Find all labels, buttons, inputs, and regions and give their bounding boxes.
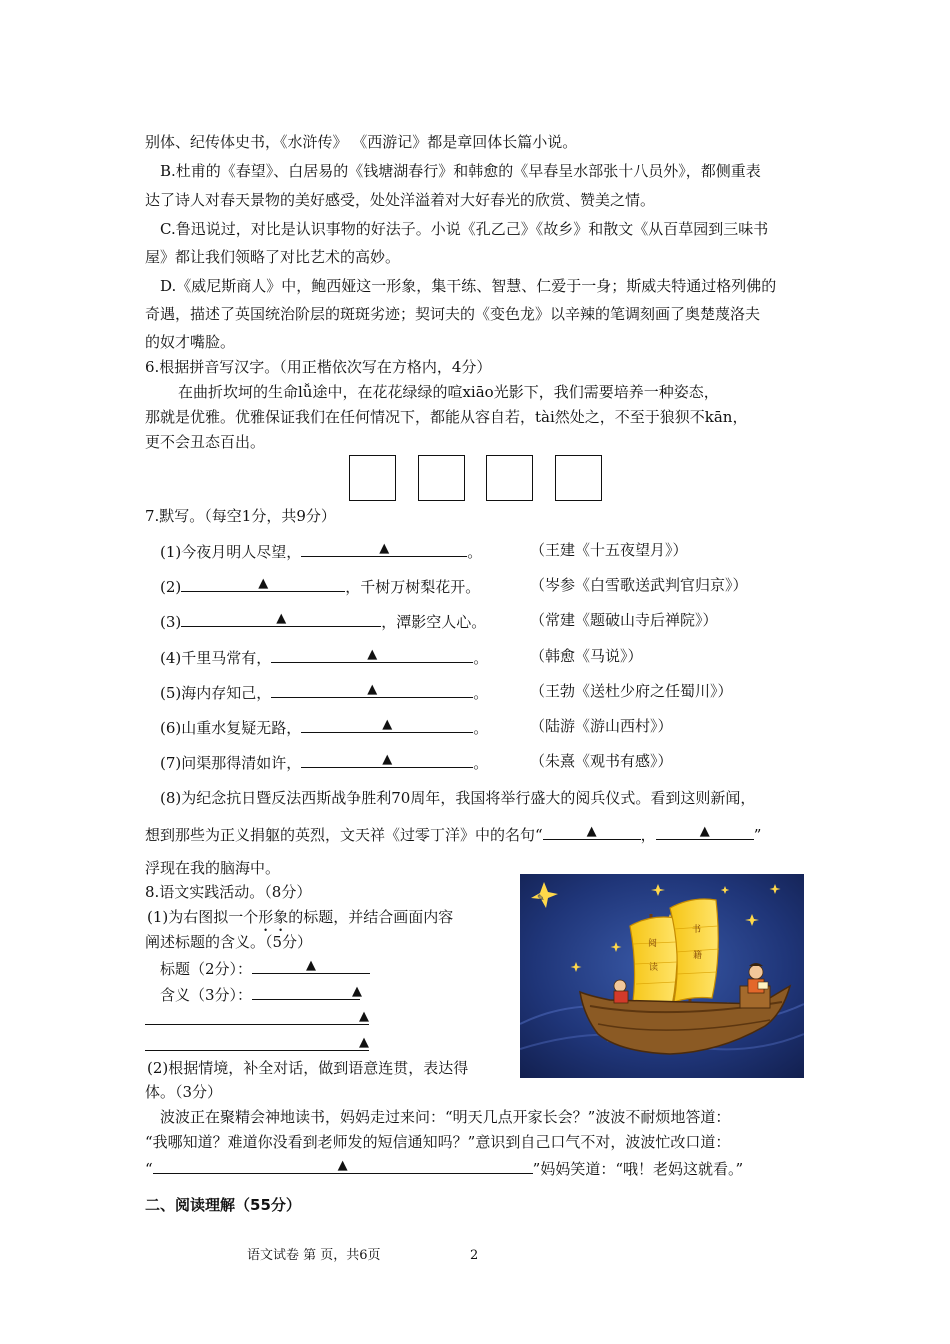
dialogue-blank[interactable]: ▲ xyxy=(153,1157,533,1174)
q7-item-5: (5)海内存知己， ▲ 。 xyxy=(160,682,489,702)
q8-meaning-line2 xyxy=(145,1008,369,1030)
sail-char: 读 xyxy=(649,963,659,973)
q7-source-7: （朱熹《观书有感》） xyxy=(530,752,673,770)
q5-option-d-line1: D.《威尼斯商人》中，鲍西娅这一形象，集干练、智慧、仁爱于一身；斯威夫特通过格列佛的 xyxy=(160,277,777,295)
q8-title-row: 标题（2分）： ▲ xyxy=(160,957,370,979)
emphasis-text: 形象 xyxy=(258,908,289,926)
title-blank[interactable]: ▲ xyxy=(252,957,370,974)
sail-char: 籍 xyxy=(693,951,703,961)
answer-box-3[interactable] xyxy=(486,455,533,501)
q8-meaning-line3 xyxy=(145,1034,369,1056)
sail-char: 阅 xyxy=(648,939,658,949)
q5-option-c-line1: C.鲁迅说过，对比是认识事物的好法子。小说《孔乙己》《故乡》和散文《从百草园到三味书 xyxy=(160,220,769,238)
q5-a-tail: 别体、纪传体史书，《水浒传》 《西游记》都是章回体长篇小说。 xyxy=(145,133,578,151)
q7-source-3: （常建《题破山寺后禅院》） xyxy=(530,611,718,629)
q7-item-3: (3) ▲ ，潭影空人心。 xyxy=(160,611,487,631)
fill-blank[interactable]: ▲ xyxy=(543,823,641,840)
q8-meaning-row: 含义（3分）： ▲ xyxy=(160,984,363,1004)
svg-text:✎: ✎ xyxy=(537,894,545,904)
fill-blank[interactable]: ▲ xyxy=(656,823,754,840)
q8-heading: 8.语文实践活动。（8分） xyxy=(145,883,312,901)
answer-box-1[interactable] xyxy=(349,455,396,501)
q7-item-8-line1: (8)为纪念抗日暨反法西斯战争胜利70周年，我国将举行盛大的阅兵仪式。看到这则新闻， xyxy=(160,789,756,807)
q5-option-d-line2: 奇遇，描述了英国统治阶层的斑斑劣迹；契诃夫的《变色龙》以辛辣的笔调刻画了奥楚蔑洛夫 xyxy=(145,305,761,323)
q7-item-8-line3: 浮现在我的脑海中。 xyxy=(145,859,281,877)
q6-passage-line3: 更不会丑态百出。 xyxy=(145,433,266,451)
q7-heading: 7.默写。（每空1分，共9分） xyxy=(145,507,336,525)
q7-item-4: (4)千里马常有， ▲ 。 xyxy=(160,647,489,667)
q7-source-6: （陆游《游山西村》） xyxy=(530,717,673,735)
fill-blank[interactable]: ▲ xyxy=(301,716,473,733)
answer-box-2[interactable] xyxy=(418,455,465,501)
q8-sub1-line2: 阐述标题的含义。（5分） xyxy=(145,933,313,951)
q8-sub2-line1: (2)根据情境，补全对话，做到语意连贯，表达得 xyxy=(147,1059,469,1077)
sail-char: 书 xyxy=(692,925,702,935)
q8-dialogue-line1: 波波正在聚精会神地读书，妈妈走过来问：“明天几点开家长会？”波波不耐烦地答道： xyxy=(160,1108,731,1126)
footer-text: 语文试卷 第 页，共6页 xyxy=(247,1248,381,1263)
q6-passage-line1: 在曲折坎坷的生命lǚ途中，在花花绿绿的喧xiāo光影下，我们需要培养一种姿态， xyxy=(178,383,719,401)
fill-blank[interactable]: ▲ xyxy=(181,610,381,627)
fill-blank[interactable]: ▲ xyxy=(181,575,345,592)
q7-item-7: (7)问渠那得清如许， ▲ 。 xyxy=(160,752,489,772)
q7-item-8-line2: 想到那些为正义捐躯的英烈，文天祥《过零丁洋》中的名句“ ▲ ， ▲ ” xyxy=(145,824,762,844)
reading-boat-illustration xyxy=(520,874,804,1078)
q5-option-d-line3: 的奴才嘴脸。 xyxy=(145,333,236,351)
fill-blank[interactable]: ▲ xyxy=(271,681,473,698)
answer-box-4[interactable] xyxy=(555,455,602,501)
fill-blank[interactable]: ▲ xyxy=(301,540,467,557)
meaning-blank[interactable]: ▲ xyxy=(145,1034,369,1051)
page-number: 2 xyxy=(470,1248,479,1263)
fill-blank[interactable]: ▲ xyxy=(301,751,473,768)
q5-option-c-line2: 屋》都让我们领略了对比艺术的高妙。 xyxy=(145,248,401,266)
q7-source-4: （韩愈《马说》） xyxy=(530,647,643,665)
q5-option-b-line1: B.杜甫的《春望》、白居易的《钱塘湖春行》和韩愈的《早春呈水部张十八员外》，都侧重表 xyxy=(160,162,761,180)
q7-item-2: (2) ▲ ，千树万树梨花开。 xyxy=(160,576,481,596)
fill-blank[interactable]: ▲ xyxy=(271,646,473,663)
section-2-heading: 二、阅读理解（55分） xyxy=(145,1196,301,1214)
q8-dialogue-line3: “ ▲ ”妈妈笑道：“哦！老妈这就看。” xyxy=(145,1158,744,1178)
q7-source-2: （岑参《白雪歌送武判官归京》） xyxy=(530,576,748,594)
meaning-blank[interactable]: ▲ xyxy=(252,983,360,1000)
q7-item-1: (1)今夜月明人尽望， ▲ 。 xyxy=(160,541,483,561)
q7-item-6: (6)山重水复疑无路， ▲ 。 xyxy=(160,717,489,737)
q8-dialogue-line2: “我哪知道？难道你没看到老师发的短信通知吗？”意识到自己口气不对，波波忙改口道： xyxy=(145,1133,731,1151)
q8-sub1-line1: (1)为右图拟一个形象的标题，并结合画面内容 xyxy=(147,908,454,926)
q8-sub2-line2: 体。（3分） xyxy=(145,1083,223,1101)
q7-source-5: （王勃《送杜少府之任蜀川》） xyxy=(530,682,733,700)
q7-source-1: （王建《十五夜望月》） xyxy=(530,541,688,559)
q6-heading: 6.根据拼音写汉字。（用正楷依次写在方格内，4分） xyxy=(145,358,492,376)
q5-option-b-line2: 达了诗人对春天景物的美好感受，处处洋溢着对大好春光的欣赏、赞美之情。 xyxy=(145,191,656,209)
meaning-blank[interactable]: ▲ xyxy=(145,1008,369,1025)
q6-passage-line2: 那就是优雅。优雅保证我们在任何情况下，都能从容自若，tài然处之，不至于狼狈不kān， xyxy=(145,408,748,426)
